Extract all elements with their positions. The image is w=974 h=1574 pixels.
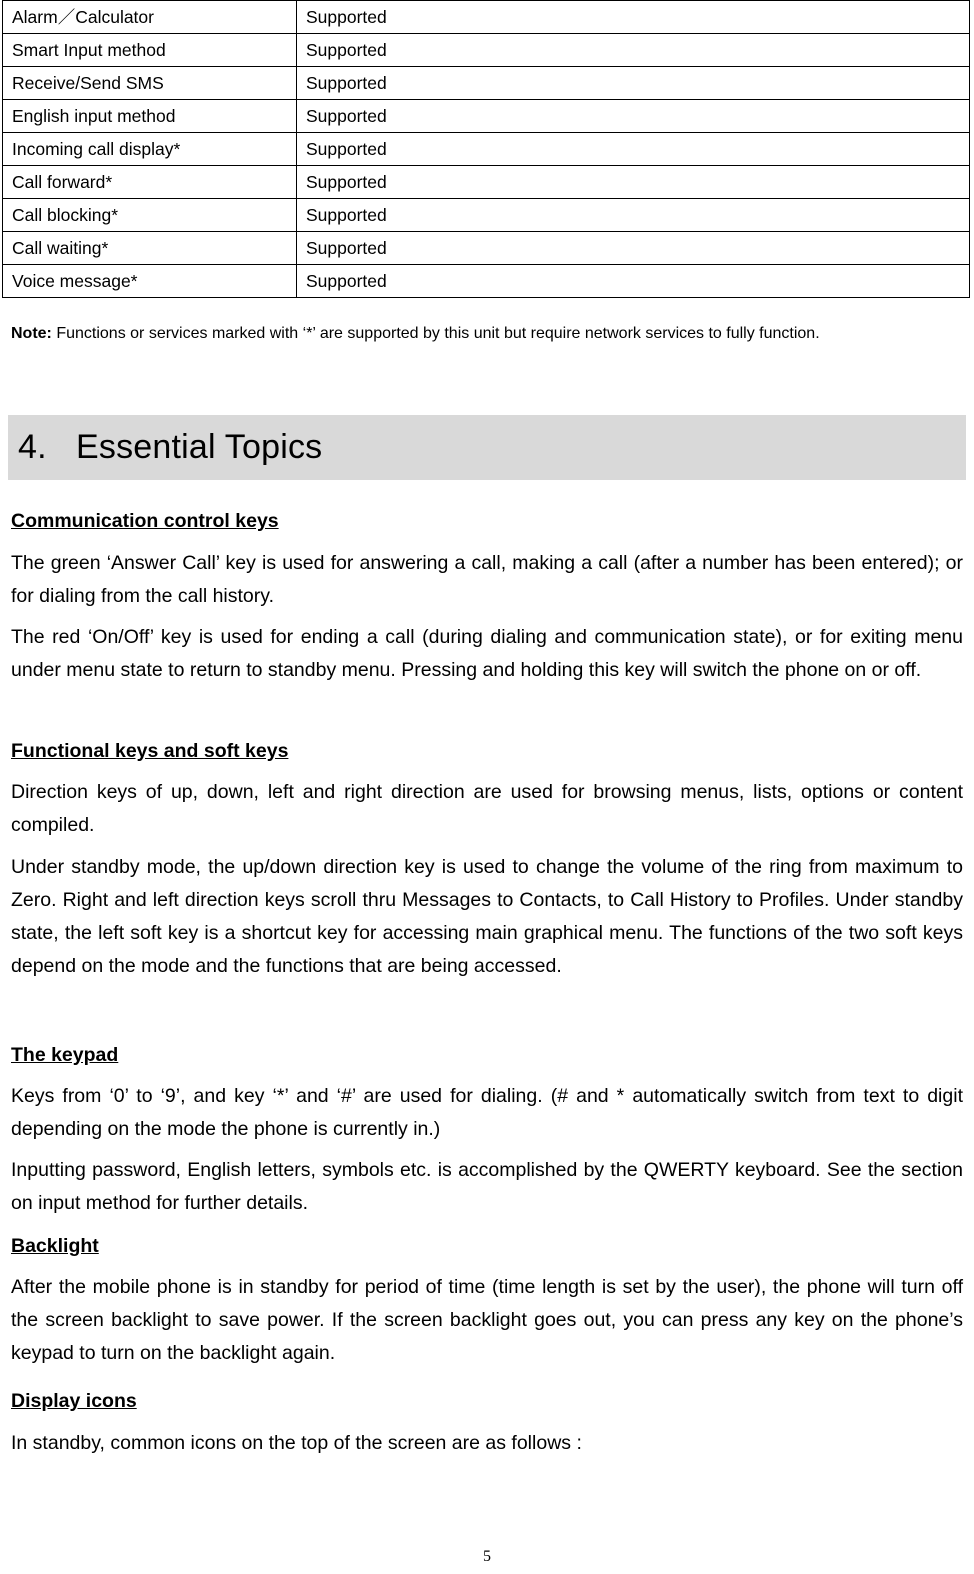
- feature-status: Supported: [297, 34, 970, 67]
- keypad-paragraph-1: Keys from ‘0’ to ‘9’, and key ‘*’ and ‘#’ are used for dialing. (# and * automatically switch from text to digit depending on the mode the phone is currently in.): [11, 1085, 963, 1140]
- section-title-text: Essential Topics: [76, 428, 323, 466]
- section-title: [18, 415, 322, 480]
- table-row: [3, 265, 970, 298]
- section-number: 4.: [18, 428, 47, 466]
- feature-table: [2, 0, 970, 298]
- feature-name: Call blocking*: [3, 199, 297, 232]
- table-row: [3, 166, 970, 199]
- table-row: [3, 1, 970, 34]
- keypad-heading: The keypad: [11, 1044, 119, 1066]
- note-label: Note:: [11, 325, 52, 342]
- feature-status: Supported: [297, 265, 970, 298]
- feature-name: Receive/Send SMS: [3, 67, 297, 100]
- keypad-paragraph-2: Inputting password, English letters, symbols etc. is accomplished by the QWERTY keyboard. See the section on input method for further details.: [11, 1159, 963, 1214]
- feature-status: Supported: [297, 100, 970, 133]
- feature-status: Supported: [297, 232, 970, 265]
- functional-paragraph-2: Under standby mode, the up/down direction key is used to change the volume of the ring from maximum to Zero. Right and left direction keys scroll thru Messages to Contacts, to Call History to Profiles. Under standby state, the left soft key is a shortcut key for accessing main graphical menu. The functions of the two soft keys depend on the mode and the functions that are being accessed.: [11, 856, 963, 977]
- feature-name: Incoming call display*: [3, 133, 297, 166]
- network-note: [11, 318, 963, 350]
- table-row: [3, 133, 970, 166]
- feature-name: Call forward*: [3, 166, 297, 199]
- backlight-heading: Backlight: [11, 1235, 99, 1257]
- feature-status: Supported: [297, 1, 970, 34]
- table-row: [3, 100, 970, 133]
- feature-name: English input method: [3, 100, 297, 133]
- table-row: [3, 34, 970, 67]
- feature-status: Supported: [297, 166, 970, 199]
- page-number: 5: [483, 1548, 491, 1565]
- table-row: [3, 232, 970, 265]
- feature-status: Supported: [297, 199, 970, 232]
- communication-paragraph-2: The red ‘On/Off’ key is used for ending a call (during dialing and communication state), or for exiting menu under menu state to return to standby menu. Pressing and holding this key will switch the phone on or off.: [11, 626, 963, 681]
- feature-name: Smart Input method: [3, 34, 297, 67]
- table-row: [3, 67, 970, 100]
- functional-paragraph-1: Direction keys of up, down, left and right direction are used for browsing menus, lists, options or content compiled.: [11, 781, 963, 836]
- feature-status: Supported: [297, 133, 970, 166]
- feature-status: Supported: [297, 67, 970, 100]
- communication-paragraph-1: The green ‘Answer Call’ key is used for answering a call, making a call (after a number has been entered); or for dialing from the call history.: [11, 552, 963, 607]
- section-header: [8, 415, 966, 480]
- table-row: [3, 199, 970, 232]
- communication-heading: Communication control keys: [11, 510, 279, 532]
- feature-name: Voice message*: [3, 265, 297, 298]
- note-text: Functions or services marked with ‘*’ are supported by this unit but require network services to fully function.: [51, 325, 820, 342]
- display-icons-heading: Display icons: [11, 1390, 137, 1412]
- feature-name: Alarm／Calculator: [3, 1, 297, 34]
- feature-name: Call waiting*: [3, 232, 297, 265]
- functional-heading: Functional keys and soft keys: [11, 740, 289, 762]
- backlight-paragraph: After the mobile phone is in standby for period of time (time length is set by the user), the phone will turn off the screen backlight to save power. If the screen backlight goes out, you can press any key on the phone’s keypad to turn on the backlight again.: [11, 1276, 963, 1364]
- display-icons-paragraph: In standby, common icons on the top of the screen are as follows :: [11, 1432, 582, 1454]
